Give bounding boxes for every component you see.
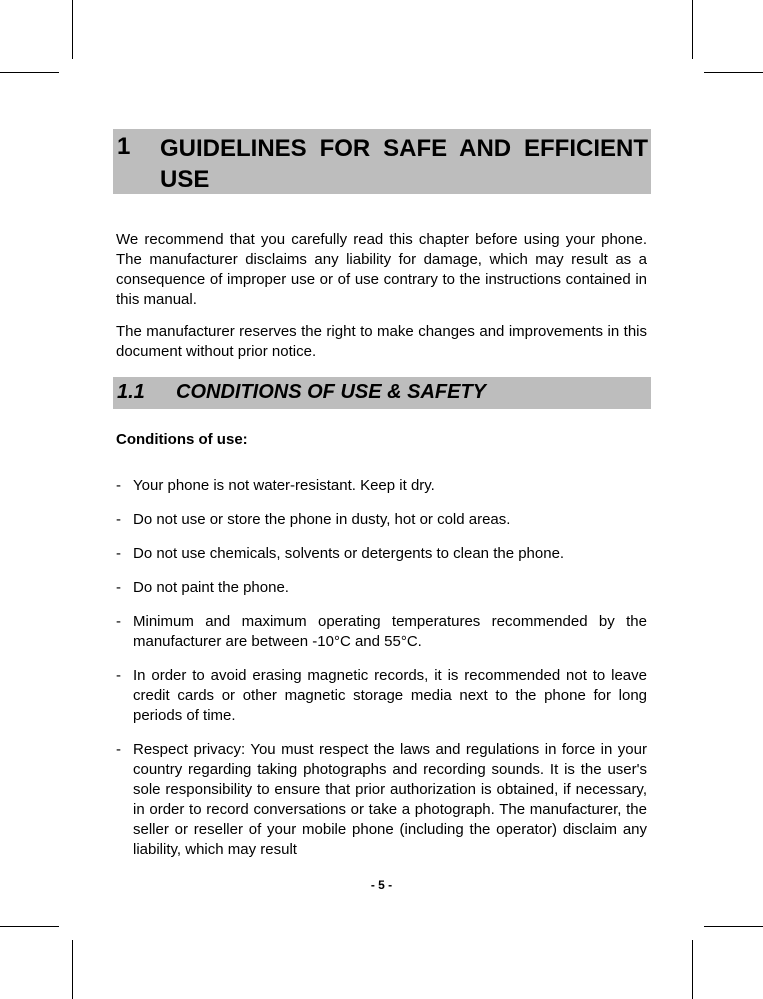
subheading: Conditions of use: (116, 431, 248, 448)
list-item-text: Do not paint the phone. (133, 579, 289, 596)
crop-mark-bottom-left-vertical (72, 940, 73, 999)
page-number: - 5 - (370, 878, 393, 892)
section-title: CONDITIONS OF USE & SAFETY (176, 381, 487, 403)
bullet-dash: - (116, 511, 121, 528)
chapter-heading (113, 129, 651, 194)
chapter-number: 1 (117, 133, 131, 160)
bullet-dash: - (116, 613, 121, 630)
crop-mark-top-left-vertical (72, 0, 73, 59)
conditions-list (115, 476, 647, 874)
list-item (115, 578, 647, 598)
intro-paragraph: We recommend that you carefully read this chapter before using your phone. The manufacturer disclaims any liability for damage, which may result as a consequence of improper use or of use contrary to the instructions contained in this manual. (116, 231, 647, 308)
list-item-text: Minimum and maximum operating temperatures recommended by the manufacturer are between -10°C and 55°C. (133, 613, 647, 650)
list-item (115, 612, 647, 652)
list-item-text: Do not use chemicals, solvents or detergents to clean the phone. (133, 545, 565, 562)
chapter-title: GUIDELINES FOR SAFE AND EFFICIENT USE (160, 135, 648, 193)
list-item (115, 510, 647, 530)
list-item (115, 740, 647, 860)
crop-mark-bottom-right-horizontal (704, 926, 763, 927)
crop-mark-bottom-right-vertical (692, 940, 693, 999)
list-item (115, 476, 647, 496)
bullet-dash: - (116, 477, 121, 494)
list-item-text: Do not use or store the phone in dusty, hot or cold areas. (133, 511, 511, 528)
list-item-text: Your phone is not water-resistant. Keep it dry. (133, 477, 435, 494)
bullet-dash: - (116, 579, 121, 596)
bullet-dash: - (116, 667, 121, 684)
bullet-dash: - (116, 545, 121, 562)
list-item (115, 544, 647, 564)
crop-mark-bottom-left-horizontal (0, 926, 59, 927)
intro-paragraph: The manufacturer reserves the right to make changes and improvements in this document without prior notice. (116, 323, 647, 360)
bullet-dash: - (116, 741, 121, 758)
crop-mark-top-left-horizontal (0, 72, 59, 73)
list-item-text: In order to avoid erasing magnetic records, it is recommended not to leave credit cards or other magnetic storage media next to the phone for long periods of time. (133, 667, 647, 724)
section-heading (113, 377, 651, 409)
section-number: 1.1 (117, 381, 145, 403)
crop-mark-top-right-horizontal (704, 72, 763, 73)
list-item (115, 666, 647, 726)
list-item-text: Respect privacy: You must respect the laws and regulations in force in your country regarding taking photographs and recording sounds. It is the user's sole responsibility to ensure that prior authorization is obtained, if necessary, in order to record conversations or take a photograph. The manufacturer, the seller or reseller of your mobile phone (including the operator) disclaim any liability, which may result (133, 741, 647, 858)
crop-mark-top-right-vertical (692, 0, 693, 59)
